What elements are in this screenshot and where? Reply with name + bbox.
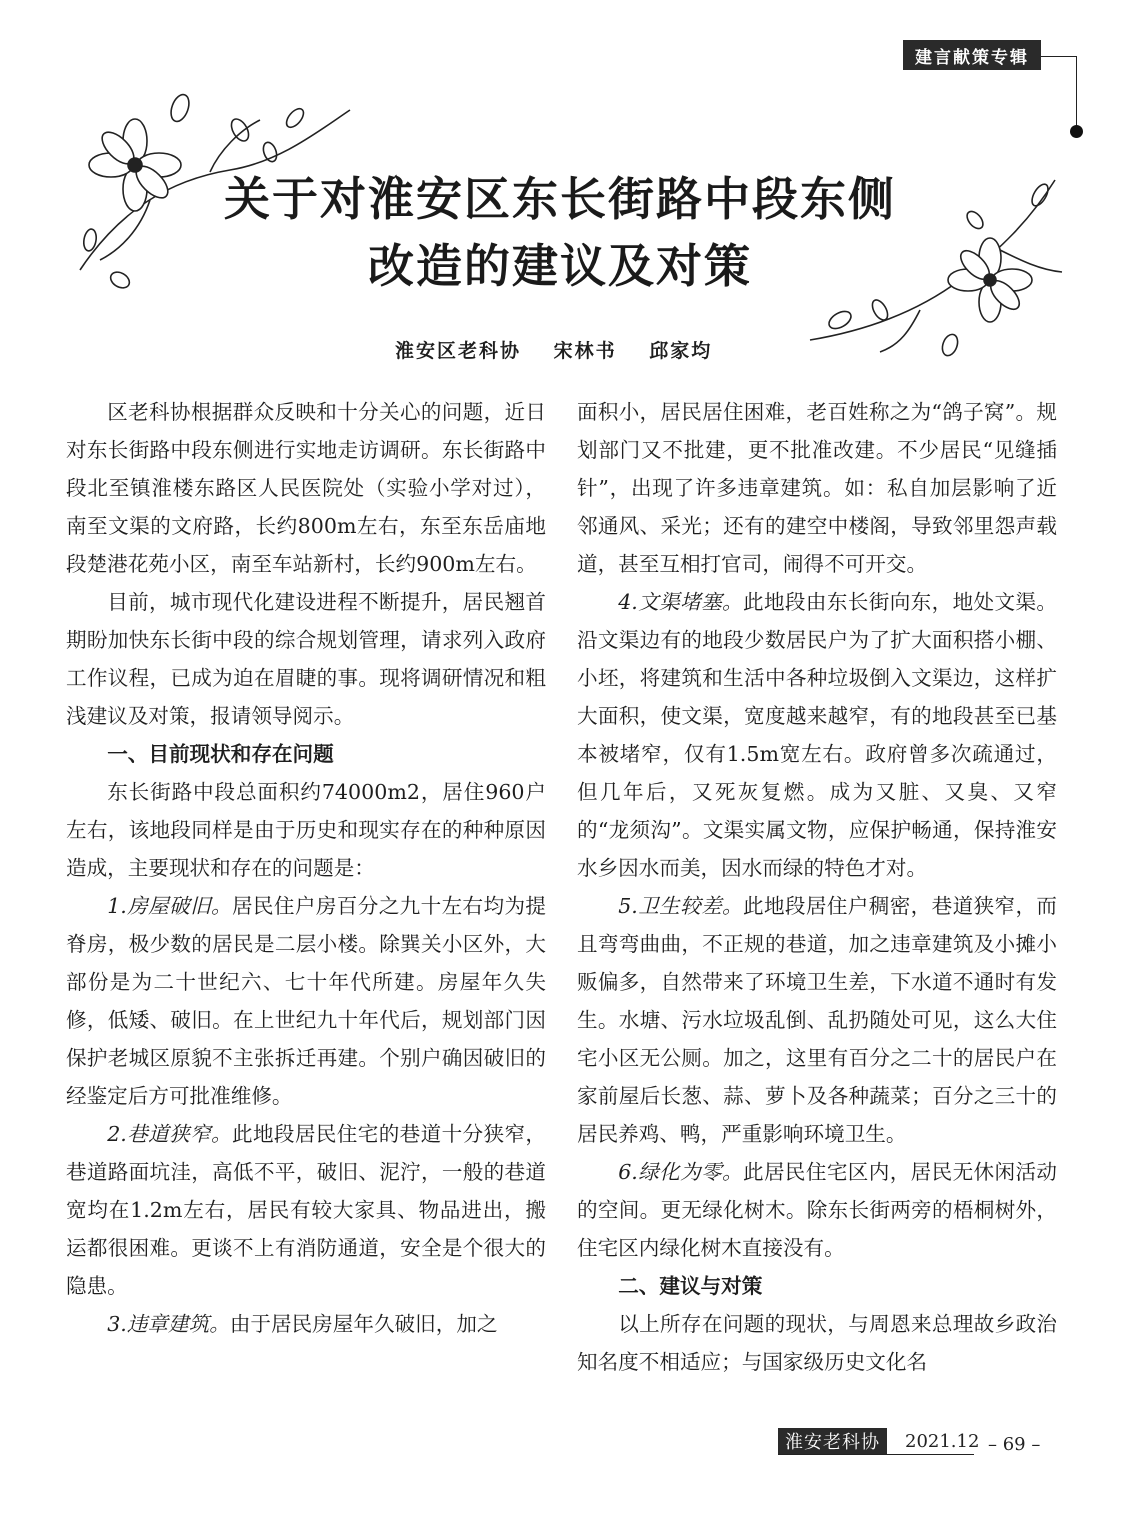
issue-date: 2021.12 [905,1430,980,1452]
tag-connector-line [1041,56,1077,57]
issue-item-3 [66,1305,546,1343]
issue-item-3-body: 由于居民房屋年久破旧，加之 [229,1312,498,1336]
issue-item-3-continued: 面积小，居民居住困难，老百姓称之为“鸽子窝”。规划部门又不批建，更不批准改建。不少居民“见缝插针”，出现了许多违章建筑。如：私自加层影响了近邻通风、采光；还有的建空中楼阁，导致邻里怨声载道，甚至互相打官司，闹得不可开交。 [577,400,1057,576]
issue-item-5-body: 此地段居住户稠密，巷道狭窄，而且弯弯曲曲，不正规的巷道，加之违章建筑及小摊小贩偏多，自然带来了环境卫生差，下水道不通时有发生。水塘、污水垃圾乱倒、乱扔随处可见，这么大住宅小区无公厕。加之，这里有百分之二十的居民户在家前屋后长葱、蒜、萝卜及各种蔬菜；百分之三十的居民养鸡、鸭，严重影响环境卫生。 [577,894,1058,1146]
right-column [577,393,1057,1381]
issue-item-4 [577,583,1057,887]
section-heading-1: 一、目前现状和存在问题 [107,742,334,766]
journal-name: 淮安老科协 [778,1428,887,1454]
issue-item-4-lead: 4.文渠堵塞。 [618,590,743,614]
issue-item-3-lead: 3.违章建筑。 [107,1312,230,1336]
left-column [66,393,546,1343]
paragraph-overview: 东长街路中段总面积约74000m2，居住960户左右，该地段同样是由于历史和现实存在的种种原因造成，主要现状和存在的问题是： [66,780,546,880]
footer-rule [778,1454,974,1455]
tag-dot-icon [1070,125,1083,138]
paragraph-suggestions: 以上所存在问题的现状，与周恩来总理故乡政治知名度不相适应；与国家级历史文化名 [577,1312,1057,1374]
article-title-line-1: 关于对淮安区东长街路中段东侧 [224,172,896,226]
issue-item-6-lead: 6.绿化为零。 [618,1160,743,1184]
issue-item-1-lead: 1.房屋破旧。 [107,894,232,918]
author-name-1: 宋林书 [553,340,617,362]
article-title-line-2: 改造的建议及对策 [368,239,752,293]
issue-item-2-lead: 2.巷道狭窄。 [107,1122,232,1146]
section-heading-2: 二、建议与对策 [618,1274,763,1298]
paragraph-background: 目前，城市现代化建设进程不断提升，居民翘首期盼加快东长街中段的综合规划管理，请求列入政府工作议程，已成为迫在眉睫的事。现将调研情况和粗浅建议及对策，报请领导阅示。 [66,590,546,728]
author-line [395,336,736,363]
issue-item-1 [66,887,546,1115]
issue-item-6-body: 此居民住宅区内，居民无休闲活动的空间。更无绿化树木。除东长街两旁的梧桐树外，住宅区内绿化树木直接没有。 [577,1160,1058,1260]
section-tag: 建言献策专辑 [903,40,1041,70]
issue-item-2-body: 此地段居民住宅的巷道十分狭窄，巷道路面坑洼，高低不平，破旧、泥泞，一般的巷道宽均在1.2m左右，居民有较大家具、物品进出，搬运都很困难。更谈不上有消防通道，安全是个很大的隐患。 [66,1122,547,1298]
author-org: 淮安区老科协 [395,340,522,362]
paragraph-intro: 区老科协根据群众反映和十分关心的问题，近日对东长街路中段东侧进行实地走访调研。东长街路中段北至镇淮楼东路区人民医院处（实验小学对过），南至文渠的文府路，长约800m左右，东至东岳庙地段楚港花苑小区，南至车站新村，长约900m左右。 [66,400,546,576]
issue-item-4-body: 此地段由东长街向东，地处文渠。沿文渠边有的地段少数居民户为了扩大面积搭小棚、小坯，将建筑和生活中各种垃圾倒入文渠边，这样扩大面积，使文渠，宽度越来越窄，有的地段甚至已基本被堵窄，仅有1.5m宽左右。政府曾多次疏通过，但几年后，又死灰复燃。成为又脏、又臭、又窄的“龙须沟”。文渠实属文物，应保护畅通，保持淮安水乡因水而美，因水而绿的特色才对。 [577,590,1058,880]
issue-item-5 [577,887,1057,1153]
issue-item-6 [577,1153,1057,1267]
issue-item-1-body: 居民住户房百分之九十左右均为提脊房，极少数的居民是二层小楼。除巽关小区外，大部份是为二十世纪六、七十年代所建。房屋年久失修，低矮、破旧。在上世纪九十年代后，规划部门因保护老城区原貌不主张拆迁再建。个别户确因破旧的经鉴定后方可批准维修。 [66,894,547,1108]
tag-vertical-line [1076,56,1077,130]
page-number: – 69 – [988,1434,1041,1455]
issue-item-2 [66,1115,546,1305]
issue-item-5-lead: 5.卫生较差。 [618,894,743,918]
author-name-2: 邱家均 [649,340,713,362]
